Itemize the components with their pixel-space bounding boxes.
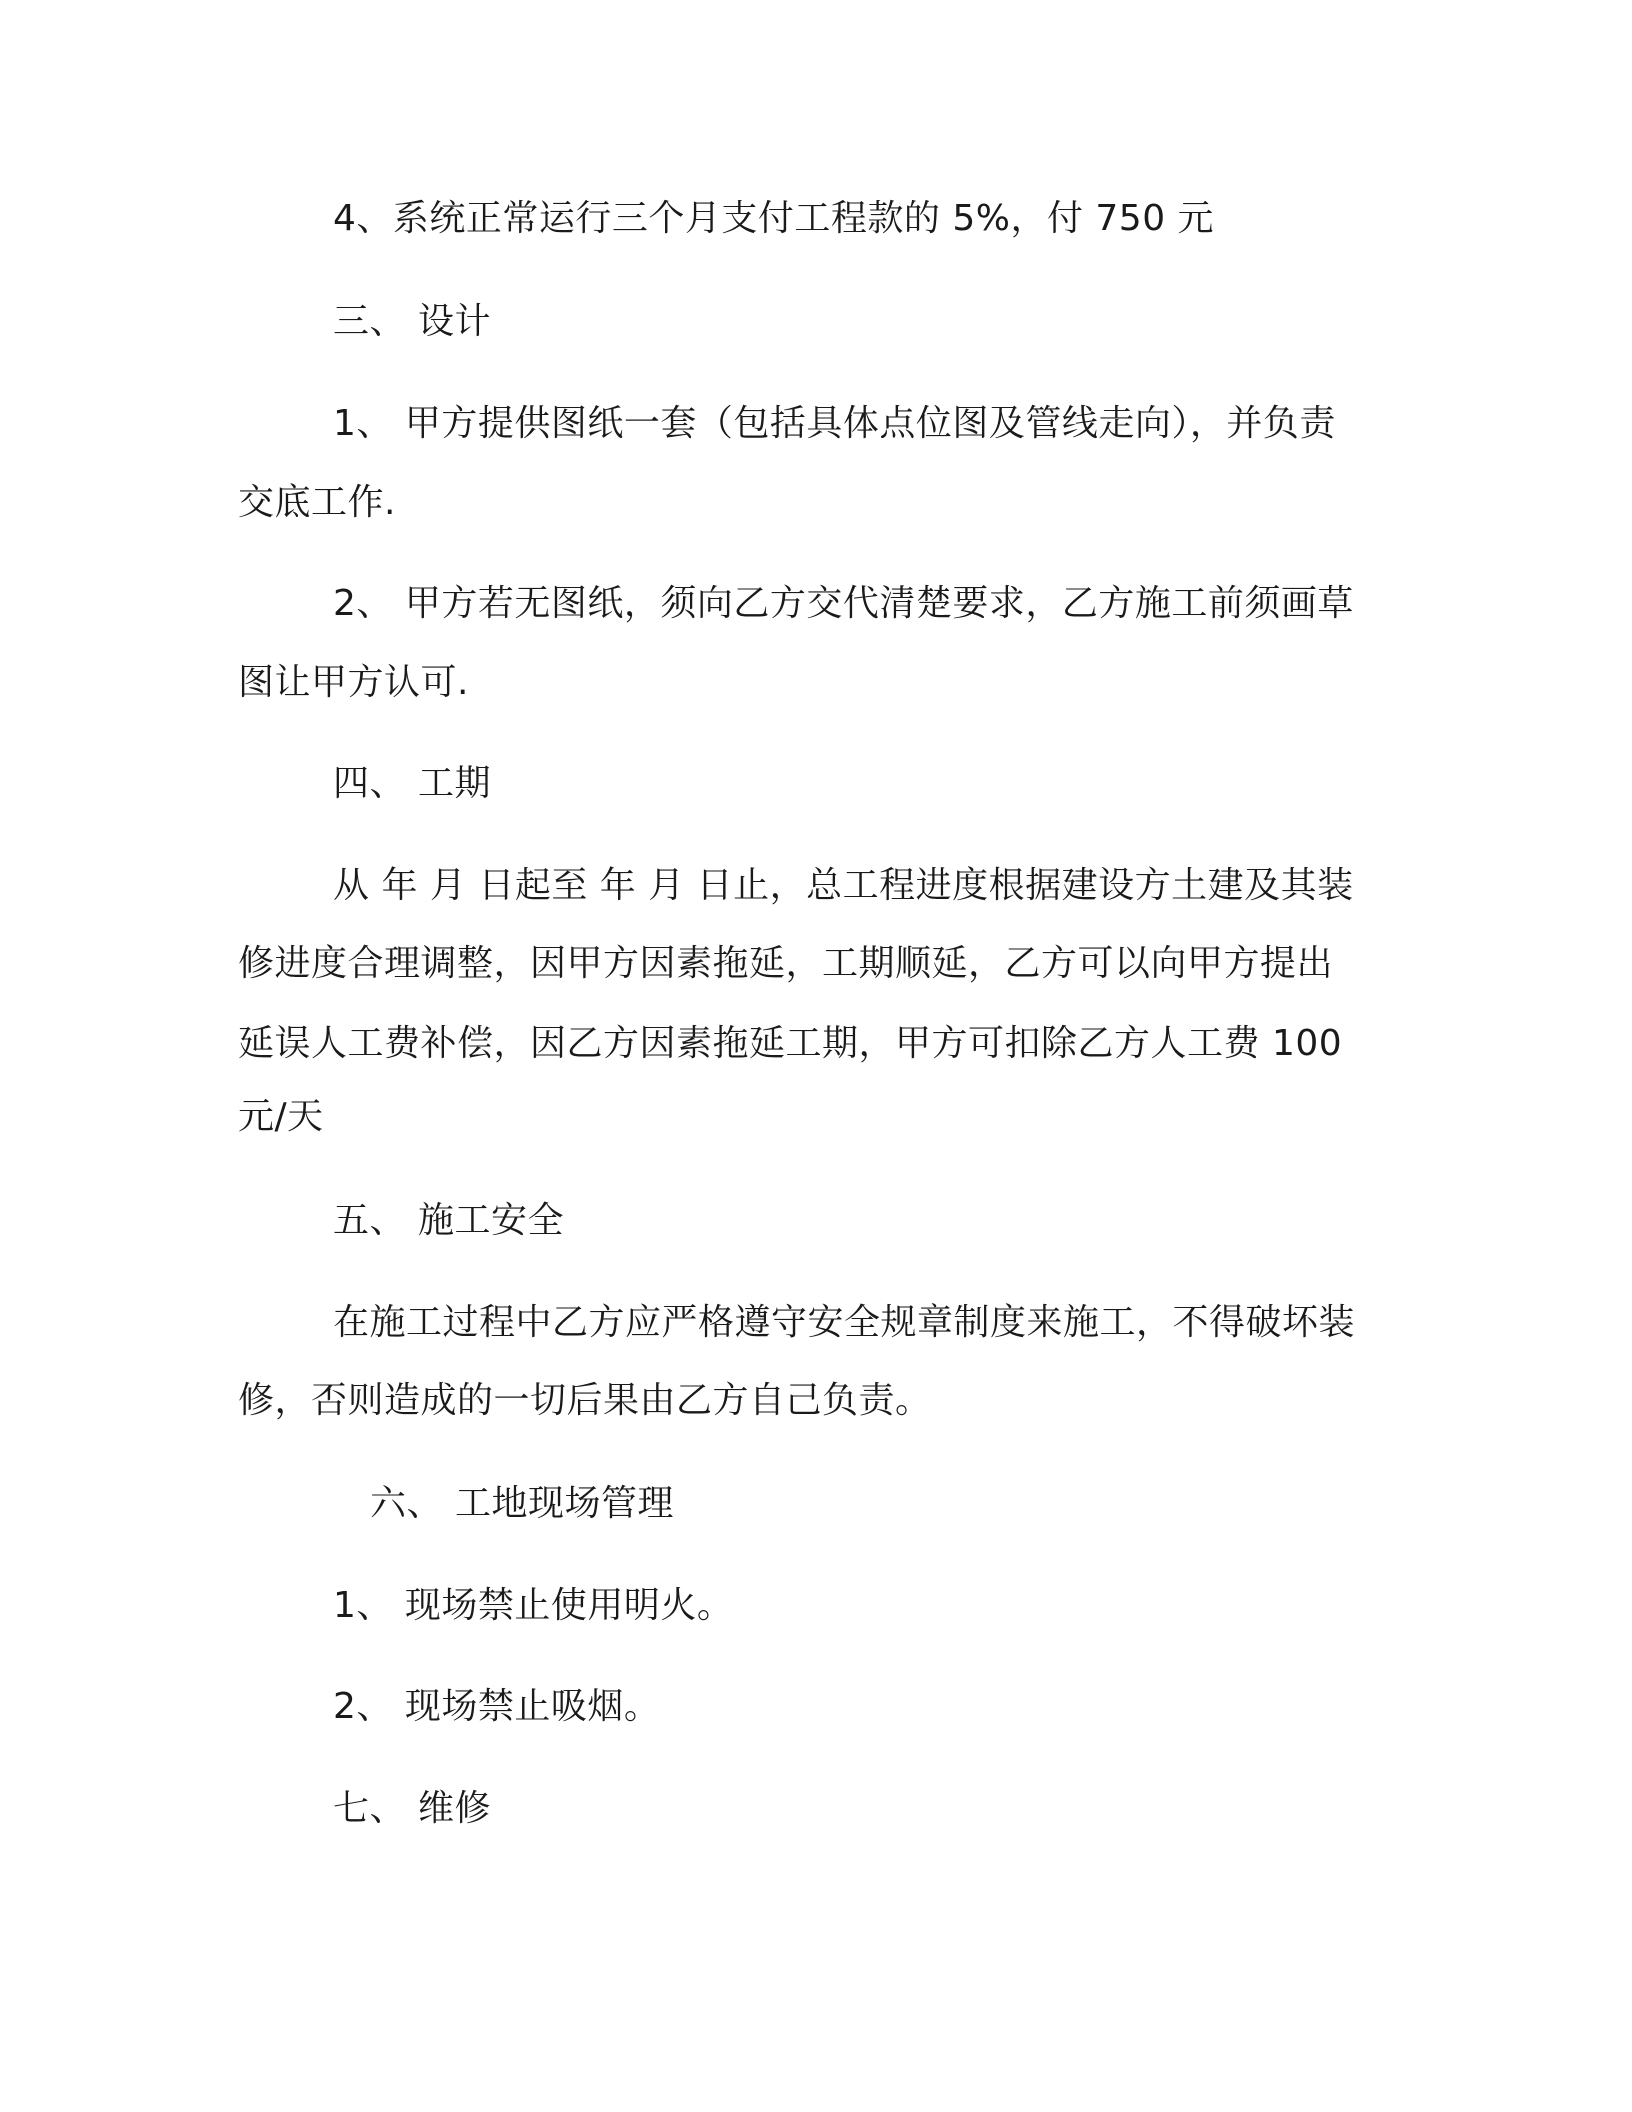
design-item-2-line-1: 2、 甲方若无图纸，须向乙方交代清楚要求，乙方施工前须画草 [333,583,1354,624]
section-heading-site-management: 六、 工地现场管理 [370,1483,674,1524]
section-heading-maintenance: 七、 维修 [333,1788,491,1829]
design-item-1-line-1: 1、 甲方提供图纸一套（包括具体点位图及管线走向），并负责 [333,403,1336,444]
payment-item-4: 4、系统正常运行三个月支付工程款的 5%，付 750 元 [333,198,1215,239]
safety-text-line-1: 在施工过程中乙方应严格遵守安全规章制度来施工，不得破坏装 [333,1302,1356,1343]
schedule-text-line-2: 修进度合理调整，因甲方因素拖延，工期顺延，乙方可以向甲方提出 [238,943,1334,984]
site-item-1: 1、 现场禁止使用明火。 [333,1585,734,1626]
schedule-text-line-4: 元/天 [238,1096,324,1137]
design-item-1-line-2: 交底工作. [238,482,396,523]
schedule-text-line-3: 延误人工费补偿，因乙方因素拖延工期，甲方可扣除乙方人工费 100 [238,1023,1343,1064]
section-heading-schedule: 四、 工期 [333,763,491,804]
safety-text-line-2: 修，否则造成的一切后果由乙方自己负责。 [238,1380,932,1421]
section-heading-safety: 五、 施工安全 [333,1200,564,1241]
schedule-text-line-1: 从 年 月 日起至 年 月 日止，总工程进度根据建设方土建及其装 [333,865,1354,906]
section-heading-design: 三、 设计 [333,301,491,342]
site-item-2: 2、 现场禁止吸烟。 [333,1686,661,1727]
design-item-2-line-2: 图让甲方认可. [238,662,469,703]
